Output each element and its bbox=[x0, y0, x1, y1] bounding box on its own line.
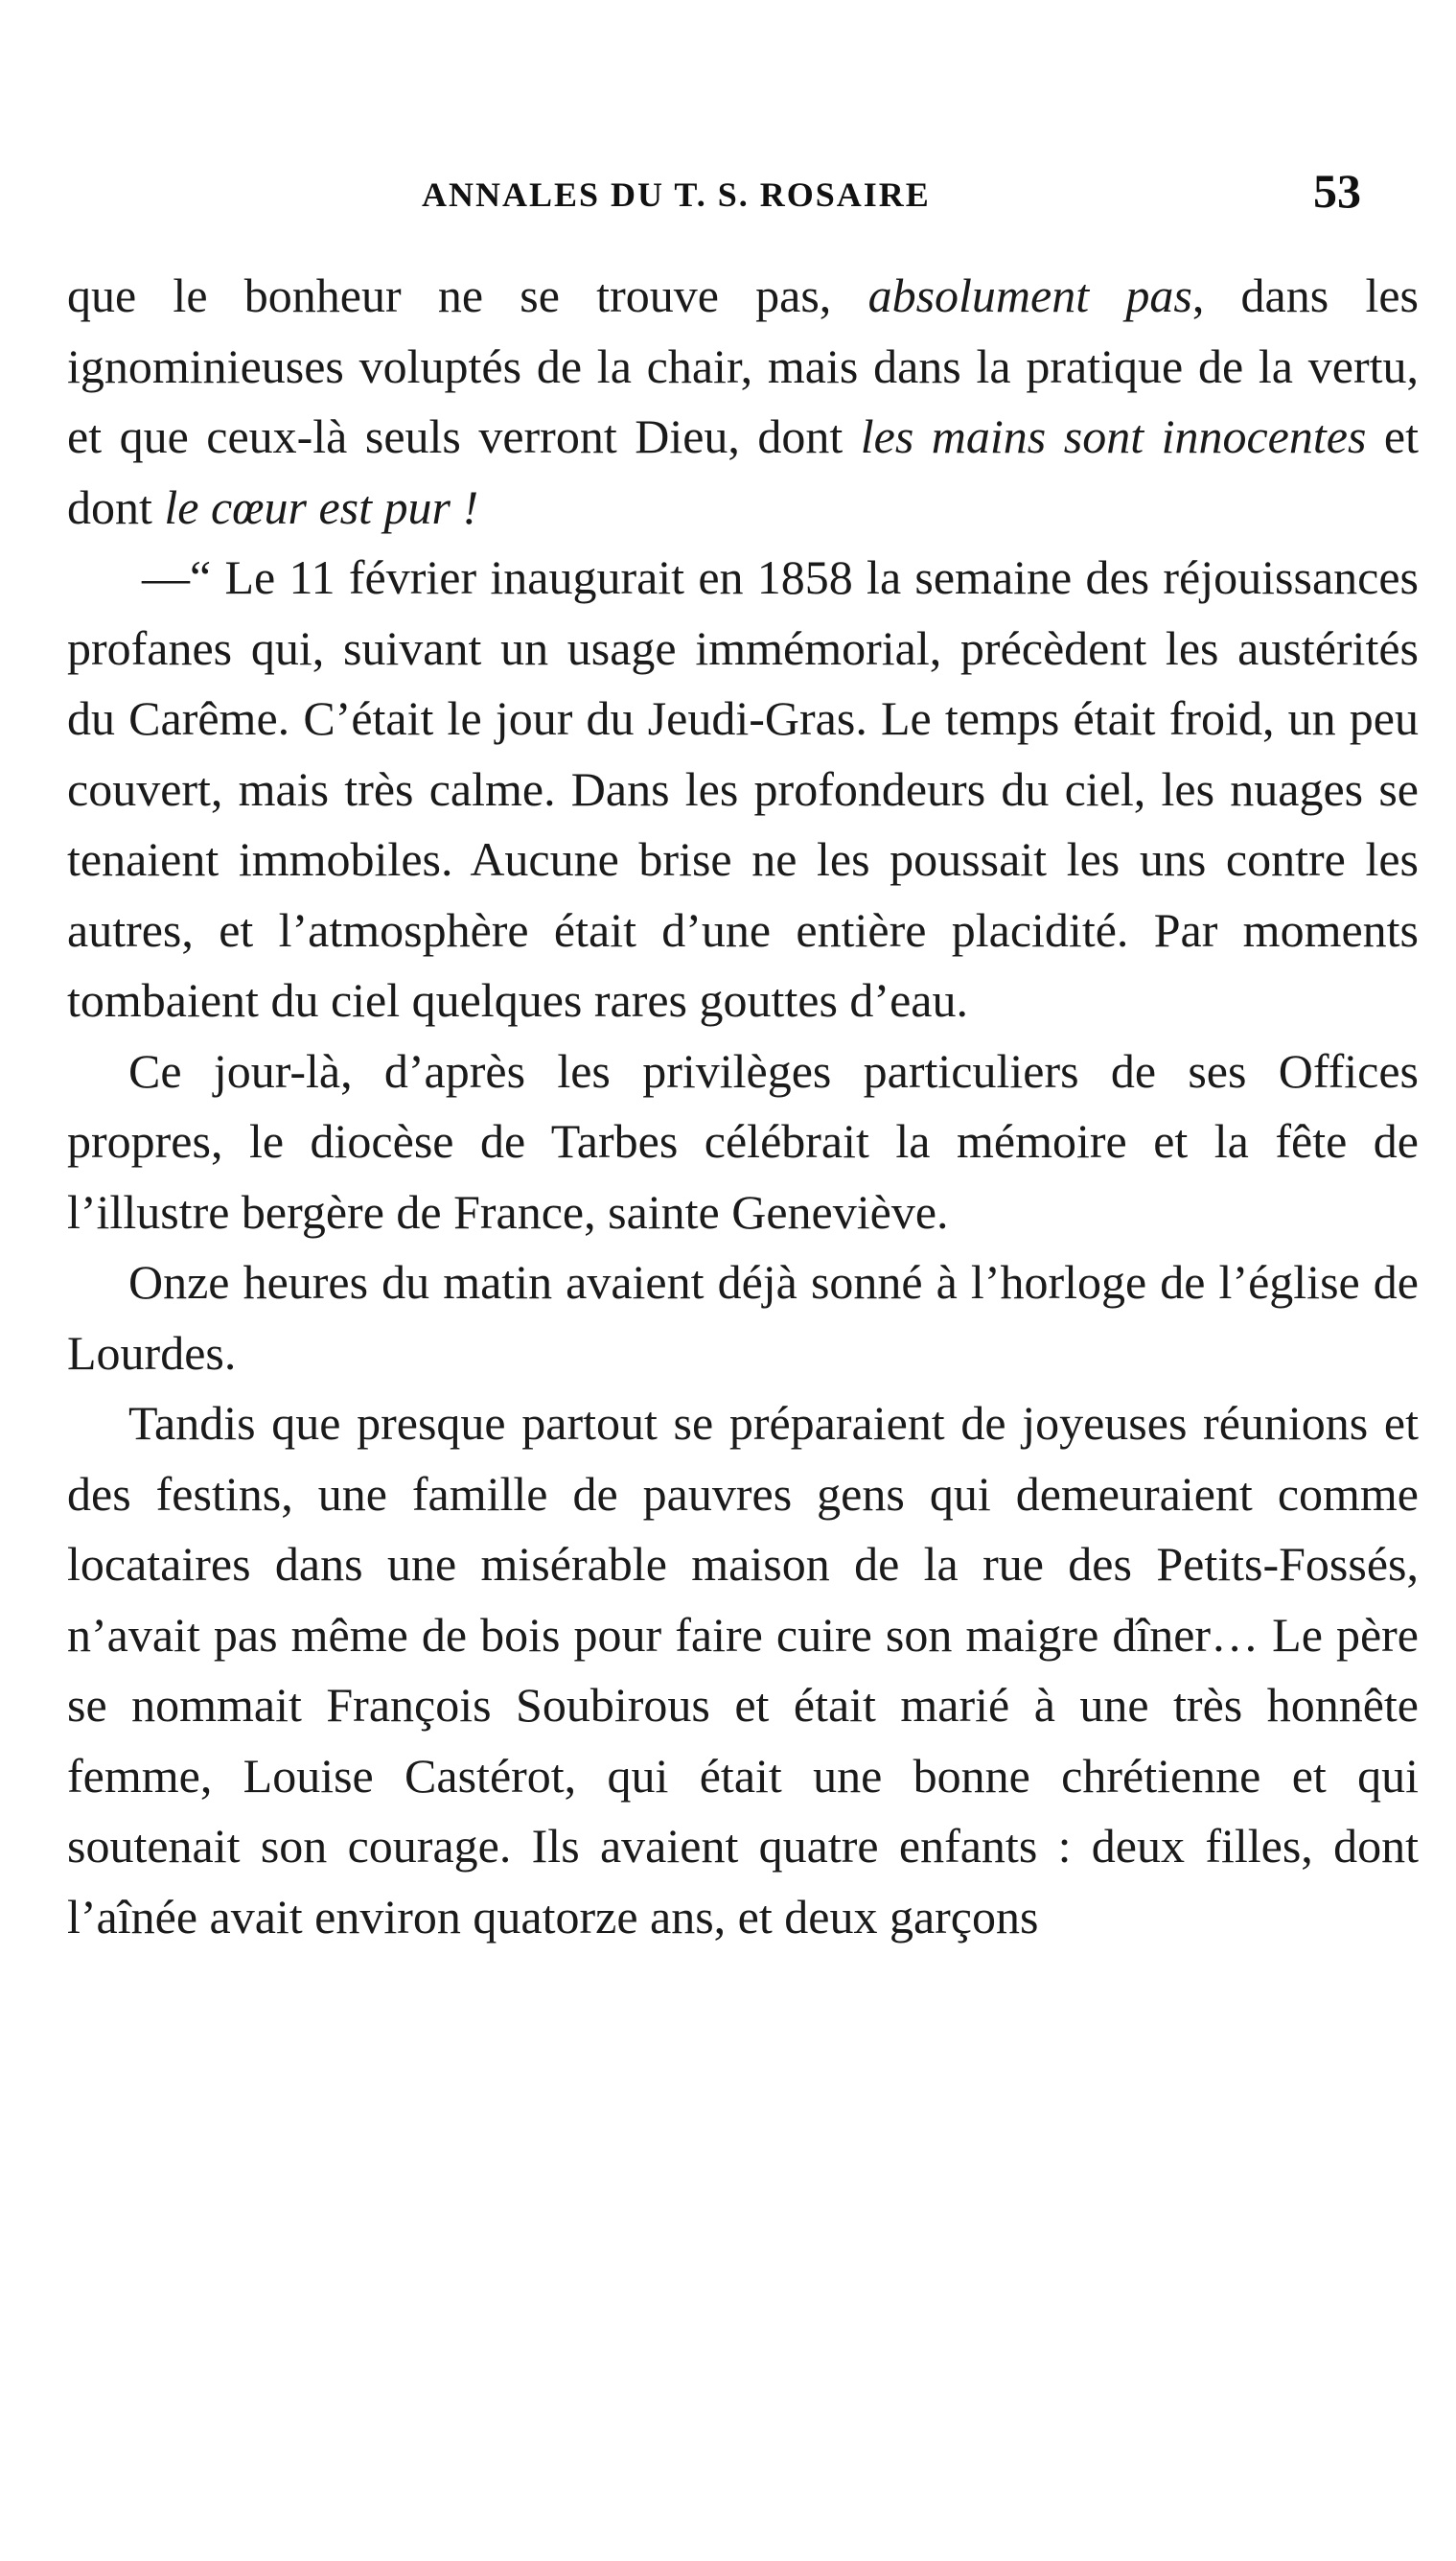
paragraph-1 bbox=[67, 261, 1419, 543]
italic-text-span: le cœur est pur ! bbox=[164, 479, 479, 534]
running-title: ANNALES DU T. S. ROSAIRE bbox=[422, 175, 931, 214]
text-span: que le bonheur ne se trouve pas, bbox=[67, 268, 868, 322]
text-span: —“ Le 11 février inaugurait en 1858 la semaine des réjouissances profanes qui, suivant un usage immémorial, précèdent les austérités du Carême. C’était le jour du Jeudi-Gras. Le temps était froid, un peu couvert, mais très calme. Dans les profondeurs du ciel, les nuages se tenaient immobiles. Aucune brise ne les poussait les uns contre les autres, et l’atmosphère était d’une entière placidité. Par moments tombaient du ciel quelques rares gouttes d’eau. bbox=[67, 550, 1419, 1027]
text-span: , dans les ignominieuses voluptés de la chair, mais dans la pratique de la vertu, et que ceux-là seuls verront Dieu, dont bbox=[67, 268, 1419, 463]
text-span: Tandis que presque partout se préparaient de joyeuses réunions et des festins, une famille de pauvres gens qui demeuraient comme locataires dans une misérable maison de la rue des Petits-Fossés, n’avait pas même de bois pour faire cuire son maigre dîner… Le père se nommait François Soubirous et était marié à une très honnête femme, Louise Castérot, qui était une bonne chrétienne et qui soutenait son courage. Ils avaient quatre enfants : deux filles, dont l’aînée avait environ quatorze ans, et deux garçons bbox=[67, 1396, 1419, 1944]
paragraph-4 bbox=[67, 1247, 1419, 1388]
body-text bbox=[67, 261, 1419, 1952]
page-number: 53 bbox=[1313, 164, 1361, 218]
running-head bbox=[0, 163, 1456, 221]
text-span: et dont bbox=[67, 409, 1419, 534]
italic-text-span: absolument pas bbox=[867, 268, 1192, 322]
text-span: Onze heures du matin avaient déjà sonné à l’horloge de l’église de Lourdes. bbox=[67, 1255, 1419, 1380]
paragraph-3 bbox=[67, 1036, 1419, 1248]
paragraph-2 bbox=[67, 543, 1419, 1036]
italic-text-span: les mains sont innocentes bbox=[860, 409, 1367, 463]
text-span: Ce jour-là, d’après les privilèges particuliers de ses Offices propres, le diocèse de Tarbes célébrait la mémoire et la fête de l’illustre bergère de France, sainte Geneviève. bbox=[67, 1043, 1419, 1239]
paragraph-5 bbox=[67, 1388, 1419, 1952]
